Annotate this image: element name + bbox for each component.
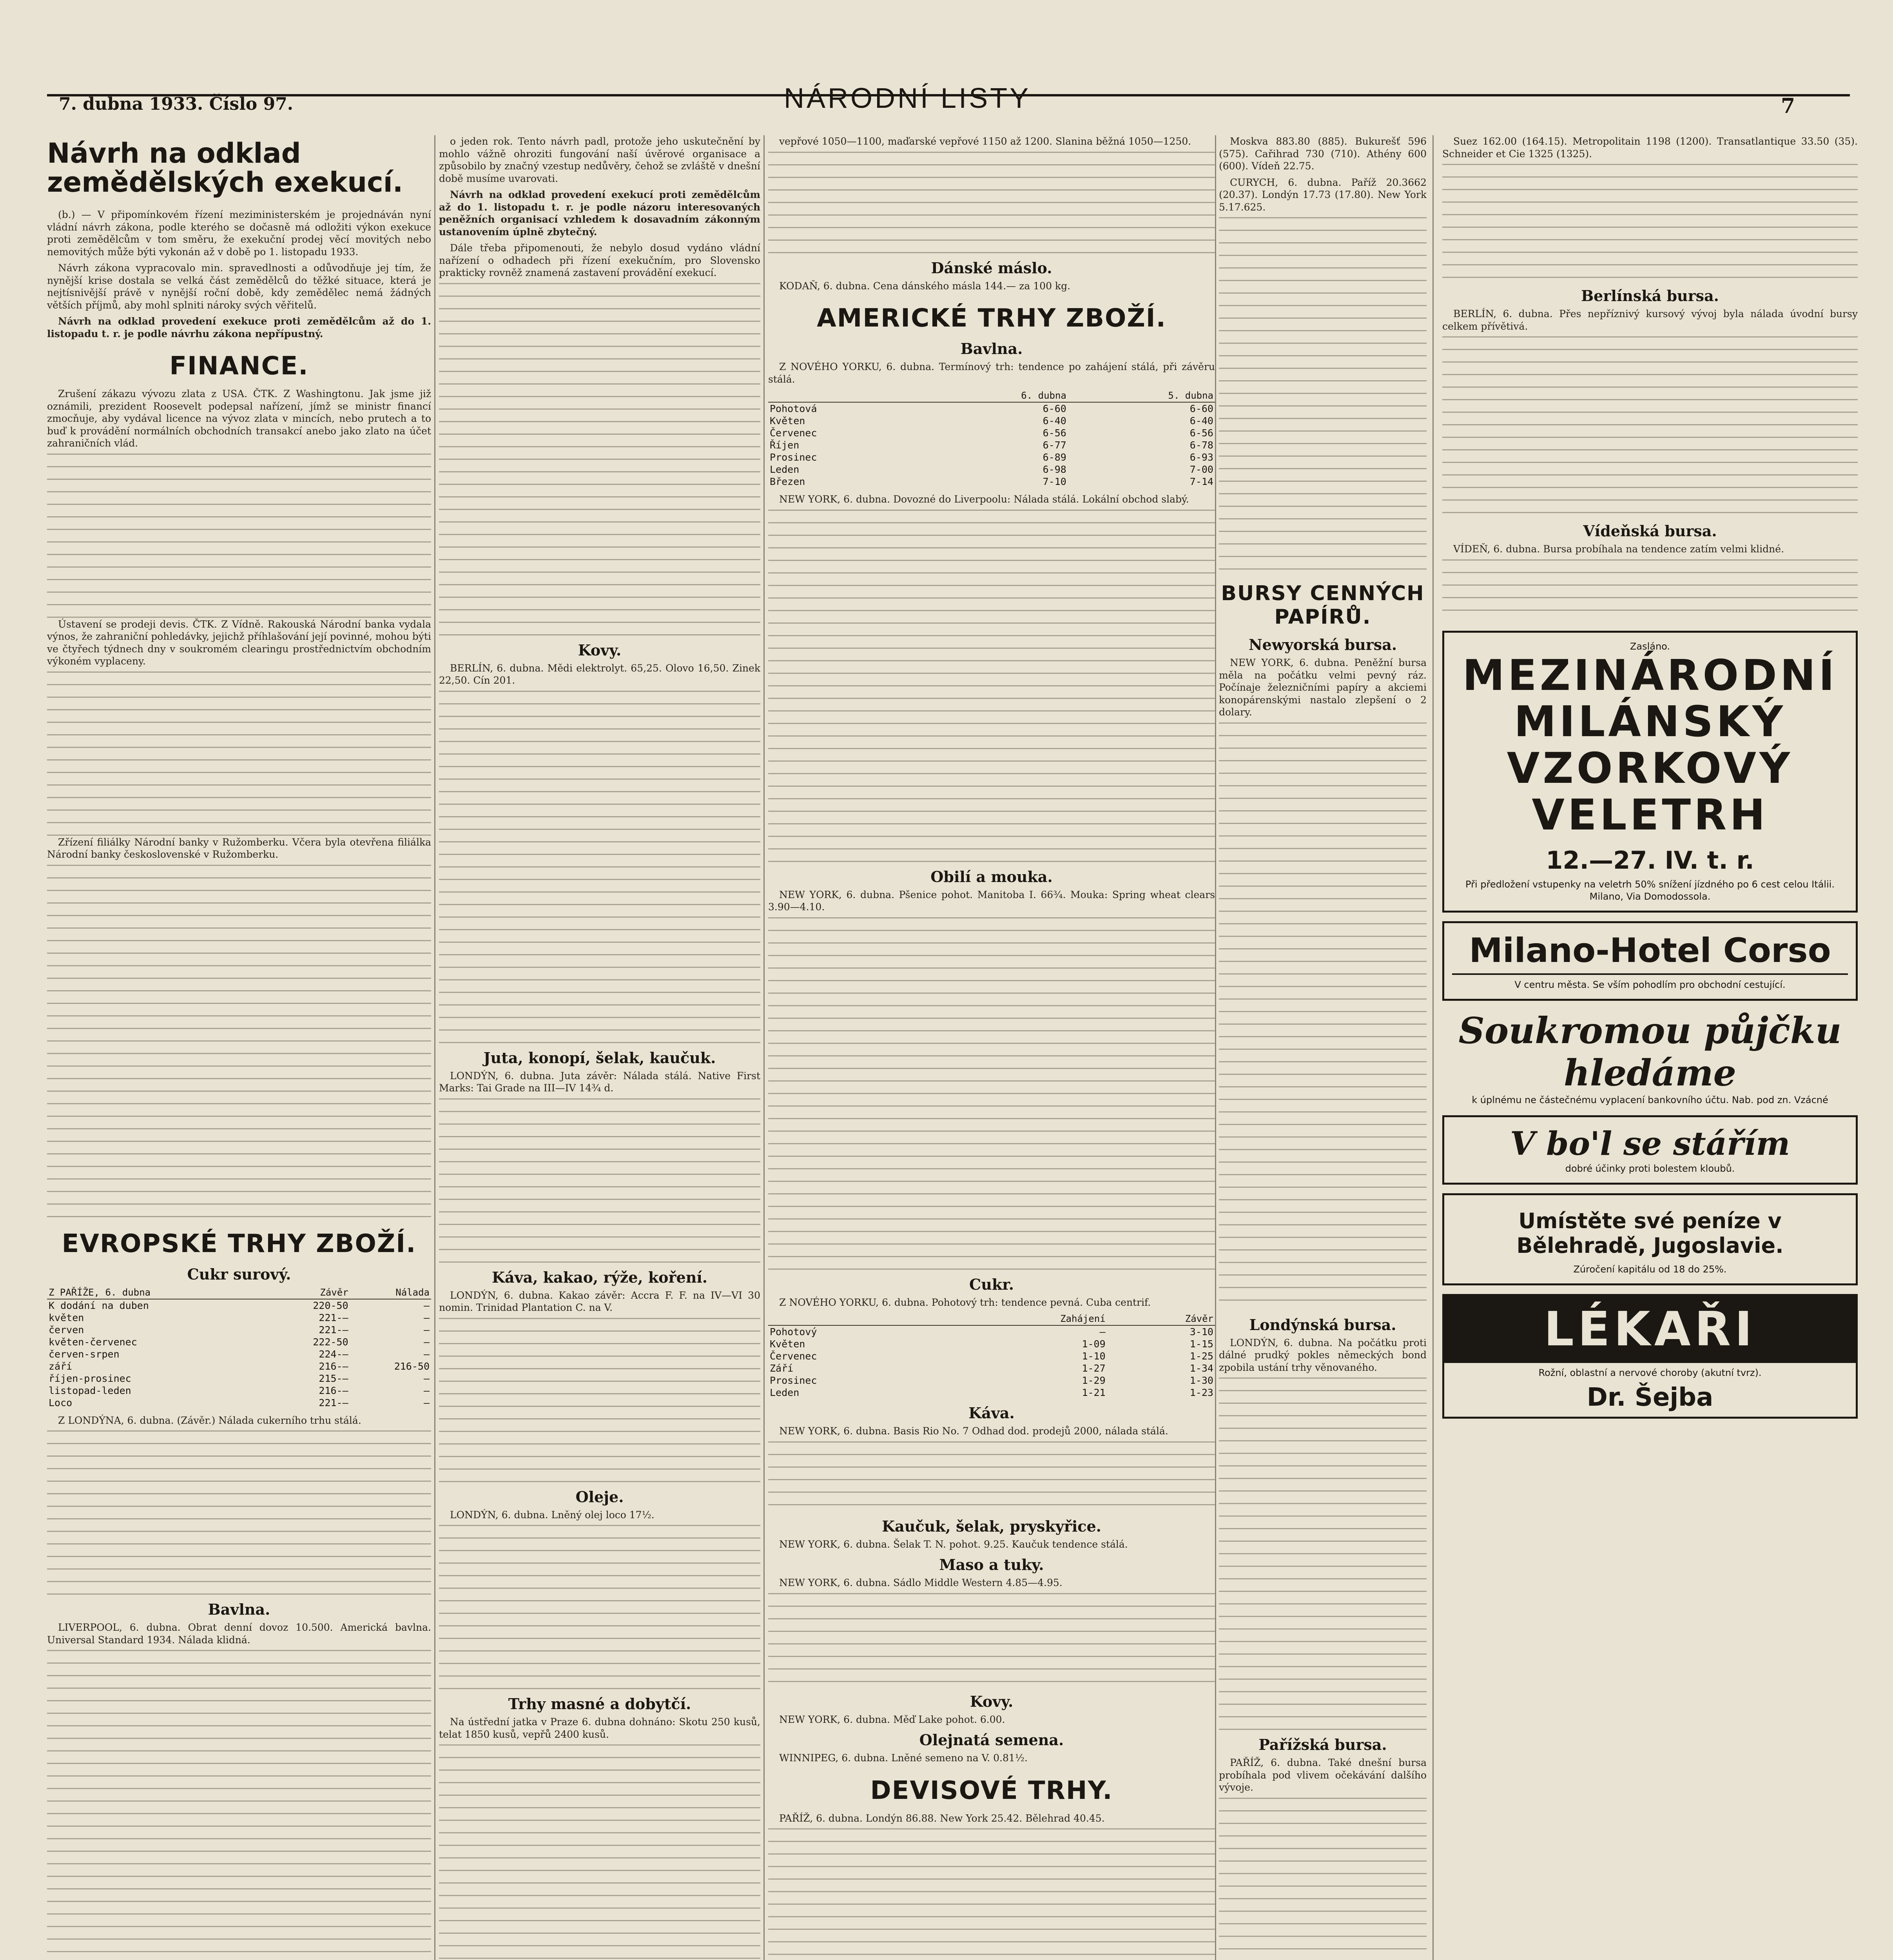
table-cell: 1-29 bbox=[1082, 1375, 1106, 1386]
table-cell: 1-09 bbox=[1082, 1338, 1106, 1350]
paragraph: LONDÝN, 6. dubna. Na počátku proti dálné prudký pokles německých bond zpobila ustání trhy věnovaného. bbox=[1219, 1337, 1427, 1373]
body-text-block bbox=[768, 152, 1215, 254]
table-row bbox=[768, 451, 1215, 463]
paragraph: WINNIPEG, 6. dubna. Lněné semeno na V. 0.81½. bbox=[779, 1752, 1028, 1764]
table-cell: 1-15 bbox=[1189, 1338, 1213, 1350]
table-cell: 6-40 bbox=[1189, 415, 1213, 426]
paragraph: Z NOVÉHO YORKU, 6. dubna. Termínový trh: tendence po zahájení stálá, při závěru stálá. bbox=[768, 361, 1215, 385]
sub-title: Káva. bbox=[968, 1404, 1015, 1422]
body-text-block bbox=[47, 1650, 431, 1960]
ad-belgrade bbox=[1442, 1193, 1858, 1285]
table-cell: 7-14 bbox=[1189, 476, 1213, 487]
table-cell: květen-červenec bbox=[49, 1336, 137, 1348]
ad-headline-line: VZORKOVÝ bbox=[1507, 744, 1793, 793]
ad-headline-line: MEZINÁRODNÍ bbox=[1462, 651, 1838, 700]
table-header: Z PAŘÍŽE, 6. dubna bbox=[47, 1286, 268, 1299]
paragraph: Z NOVÉHO YORKU, 6. dubna. Pohotový trh: tendence pevná. Cuba centrif. bbox=[779, 1296, 1151, 1308]
table-row bbox=[47, 1336, 431, 1348]
table-cell: 221-— bbox=[319, 1312, 348, 1323]
table-cell: Září bbox=[770, 1363, 794, 1374]
table-header: 6. dubna bbox=[921, 389, 1068, 402]
sub-title: Kovy. bbox=[970, 1692, 1014, 1710]
table-header: Závěr bbox=[1107, 1312, 1215, 1325]
page-number: 7 bbox=[1781, 94, 1795, 118]
sub-title: Kaučuk, šelak, pryskyřice. bbox=[882, 1517, 1101, 1535]
body-text-block bbox=[1219, 1798, 1427, 1960]
table-cell: 222-50 bbox=[313, 1336, 348, 1348]
body-text-block bbox=[1442, 559, 1858, 622]
table-cell: K dodání na duben bbox=[49, 1299, 149, 1311]
sub-title: Trhy masné a dobytčí. bbox=[508, 1695, 691, 1713]
table-cell: 216-50 bbox=[394, 1360, 430, 1372]
column-rule bbox=[1432, 135, 1434, 1960]
sub-title: Newyorská bursa. bbox=[1248, 636, 1397, 653]
sub-title: Oleje. bbox=[575, 1488, 624, 1506]
sub-title: Dánské máslo. bbox=[931, 259, 1052, 277]
paragraph: LONDÝN, 6. dubna. Lněný olej loco 17½. bbox=[450, 1509, 655, 1521]
table-cell: — bbox=[423, 1385, 430, 1396]
table-cell: 1-27 bbox=[1082, 1363, 1106, 1374]
table-row bbox=[768, 1387, 1215, 1399]
ad-doctor-name: Dr. Šejba bbox=[1587, 1383, 1713, 1412]
ad-date: 12.—27. IV. t. r. bbox=[1546, 846, 1754, 875]
table-header: Zahájení bbox=[941, 1312, 1107, 1325]
paragraph: Návrh na odklad provedení exekuce proti zemědělcům až do 1. listopadu t. r. je podle návrhu zákona nepřípustný. bbox=[47, 316, 431, 339]
table-cell: 6-60 bbox=[1043, 403, 1066, 414]
table-cell: 1-34 bbox=[1189, 1363, 1213, 1374]
column-4 bbox=[1219, 135, 1427, 1960]
section-title-american: AMERICKÉ TRHY ZBOŽÍ. bbox=[817, 304, 1166, 333]
paragraph: KODAŇ, 6. dubna. Cena dánského másla 144.— za 100 kg. bbox=[779, 280, 1071, 292]
section-title-bonds: BURSY CENNÝCH PAPÍRŮ. bbox=[1221, 582, 1425, 629]
table-cell: 221-— bbox=[319, 1397, 348, 1408]
paragraph: Dále třeba připomenouti, že nebylo dosud vydáno vládní nařízení o odhadech při řízení exekučním, pro Slovensko prakticky rovněž znamená zastavení provádění exekucí. bbox=[439, 242, 760, 278]
body-text-block bbox=[768, 1441, 1215, 1512]
table-cell: — bbox=[423, 1299, 430, 1311]
masthead bbox=[47, 35, 1850, 118]
ad-note: Při předložení vstupenky na veletrh 50% snížení jízdného po 6 cest celou Itálii. Milano, Via Domodossola. bbox=[1465, 878, 1835, 902]
sub-title: Juta, konopí, šelak, kaučuk. bbox=[483, 1049, 716, 1067]
body-text-block bbox=[1219, 1377, 1427, 1730]
paragraph: Moskva 883.80 (885). Bukurešť 596 (575). Cařihrad 730 (710). Athény 600 (600). Vídeň 22.75. bbox=[1219, 136, 1427, 172]
table-header: Nálada bbox=[350, 1286, 431, 1299]
article-title: Návrh na odklad zemědělských exekucí. bbox=[47, 137, 403, 198]
table-cell: — bbox=[423, 1397, 430, 1408]
table-cell: Loco bbox=[49, 1397, 73, 1408]
sub-title: Bavlna. bbox=[208, 1601, 270, 1618]
ad-headline: LÉKAŘI bbox=[1444, 1296, 1856, 1363]
body-text-block bbox=[439, 1744, 760, 1960]
table-row bbox=[768, 439, 1215, 451]
body-text-block bbox=[768, 917, 1215, 1270]
table-row bbox=[47, 1312, 431, 1324]
table-cell: 7-10 bbox=[1043, 476, 1066, 487]
table-cell: Březen bbox=[770, 476, 805, 487]
body-text-block bbox=[439, 1525, 760, 1690]
table-cell: září bbox=[49, 1360, 73, 1372]
paragraph: BERLÍN, 6. dubna. Přes nepříznivý kursový vývoj byla nálada úvodní bursy celkem přívětivá. bbox=[1442, 308, 1858, 332]
sugar-table bbox=[47, 1286, 431, 1409]
column-1 bbox=[47, 135, 431, 1960]
body-text-block bbox=[1219, 722, 1427, 1310]
table-cell: — bbox=[423, 1312, 430, 1323]
table-cell: — bbox=[423, 1348, 430, 1360]
ad-note: V centru města. Se vším pohodlím pro obchodní cestující. bbox=[1514, 979, 1786, 991]
ad-headline-line: MILÁNSKÝ bbox=[1514, 697, 1786, 747]
sub-title: Cukr surový. bbox=[187, 1265, 291, 1283]
table-cell: 6-98 bbox=[1043, 464, 1066, 475]
body-text-block bbox=[768, 1828, 1215, 1960]
table-cell: Červenec bbox=[770, 1350, 817, 1362]
paragraph: BERLÍN, 6. dubna. Mědi elektrolyt. 65,25. Olovo 16,50. Zinek 22,50. Cín 201. bbox=[439, 662, 760, 686]
table-cell: 216-— bbox=[319, 1360, 348, 1372]
table-row bbox=[768, 1374, 1215, 1387]
ad-hotel-corso bbox=[1442, 921, 1858, 1001]
table-cell: Pohotová bbox=[770, 403, 817, 414]
ad-note: Rožní, oblastní a nervové choroby (akutní tvrz). bbox=[1538, 1367, 1762, 1378]
column-rule bbox=[434, 135, 435, 1960]
table-cell: 1-25 bbox=[1189, 1350, 1213, 1362]
ad-doctors bbox=[1442, 1294, 1858, 1419]
paragraph: Z LONDÝNA, 6. dubna. (Závěr.) Nálada cukerního trhu stálá. bbox=[58, 1414, 361, 1426]
paragraph: LIVERPOOL, 6. dubna. Obrat denní dovoz 10.500. Americká bavlna. Universal Standard 1934. Nálada klidná. bbox=[47, 1622, 431, 1646]
paragraph: CURYCH, 6. dubna. Paříž 20.3662 (20.37). Londýn 17.73 (17.80). New York 5.17.625. bbox=[1219, 176, 1427, 213]
body-text-block bbox=[439, 283, 760, 636]
cotton-table bbox=[768, 389, 1215, 488]
table-cell: Červenec bbox=[770, 427, 817, 439]
ad-headline: Soukromou půjčku hledáme bbox=[1458, 1009, 1842, 1094]
column-rule bbox=[763, 135, 765, 1960]
table-cell: 6-78 bbox=[1189, 439, 1213, 451]
paragraph: Zrušení zákazu vývozu zlata z USA. ČTK. Z Washingtonu. Jak jsme již oznámili, prezident Roosevelt podepsal nařízení, jímž se ministr financí zmocňuje, aby vydával licence na vývoz zlata v mincích, nebo prutech a to buď k provádění normálních obchodních transakcí anebo jako zlato na účet zahraničních vlád. bbox=[47, 388, 431, 449]
paragraph: NEW YORK, 6. dubna. Basis Rio No. 7 Odhad dod. prodejů 2000, nálada stálá. bbox=[779, 1425, 1168, 1437]
table-cell: 6-40 bbox=[1043, 415, 1066, 426]
sugar-futures-table bbox=[768, 1312, 1215, 1399]
column-5 bbox=[1442, 135, 1858, 1960]
table-row bbox=[47, 1299, 431, 1312]
paragraph: o jeden rok. Tento návrh padl, protože jeho uskutečnění by mohlo vážně ohroziti fungování naší úvěrové organisace a způsobilo by značný vzestup nedůvěry, čehož se zvláště v dnešní době musíme uvarovati. bbox=[439, 136, 760, 184]
sub-title: Olejnatá semena. bbox=[919, 1731, 1064, 1749]
table-cell: 6-77 bbox=[1043, 439, 1066, 451]
table-row bbox=[768, 427, 1215, 439]
table-row bbox=[47, 1360, 431, 1372]
ad-note: dobré účinky proti bolestem kloubů. bbox=[1565, 1163, 1735, 1174]
table-cell: 1-21 bbox=[1082, 1387, 1106, 1398]
paragraph: NEW YORK, 6. dubna. Měď Lake pohot. 6.00. bbox=[779, 1713, 1005, 1725]
paragraph: NEW YORK, 6. dubna. Šelak T. N. pohot. 9.25. Kaučuk tendence stálá. bbox=[779, 1538, 1128, 1550]
newspaper-title: NÁRODNÍ LISTY bbox=[784, 83, 1031, 114]
paragraph: Zřízení filiálky Národní banky v Ružomberku. Včera byla otevřena filiálka Národní banky československé v Ružomberku. bbox=[47, 836, 431, 860]
table-cell: 215-— bbox=[319, 1372, 348, 1384]
body-text-block bbox=[47, 865, 431, 1218]
table-row bbox=[768, 402, 1215, 415]
ad-headline-line: VELETRH bbox=[1532, 791, 1768, 840]
body-text-block bbox=[47, 1430, 431, 1595]
table-row bbox=[768, 463, 1215, 475]
table-cell: Leden bbox=[770, 464, 800, 475]
table-row bbox=[47, 1324, 431, 1336]
sub-title: Pařížská bursa. bbox=[1258, 1736, 1387, 1753]
sub-title: Káva, kakao, rýže, koření. bbox=[492, 1268, 707, 1286]
table-cell: 7-00 bbox=[1189, 464, 1213, 475]
table-cell: 6-93 bbox=[1189, 452, 1213, 463]
issue-date: 7. dubna 1933. Číslo 97. bbox=[59, 94, 294, 114]
table-cell: červen-srpen bbox=[49, 1348, 120, 1360]
table-row bbox=[47, 1385, 431, 1397]
paragraph: NEW YORK, 6. dubna. Peněžní bursa měla na počátku velmi pevný ráz. Počínaje železničními papíry a akciemi konopárenskými nastalo zlepšení o 2 dolary. bbox=[1219, 657, 1427, 718]
table-row bbox=[768, 415, 1215, 427]
table-header: Závěr bbox=[268, 1286, 350, 1299]
table-cell: červen bbox=[49, 1324, 84, 1336]
body-text-block bbox=[1442, 164, 1858, 281]
paragraph: PAŘÍŽ, 6. dubna. Londýn 86.88. New York 25.42. Bělehrad 40.45. bbox=[779, 1812, 1105, 1824]
table-cell: 6-89 bbox=[1043, 452, 1066, 463]
table-cell: listopad-leden bbox=[49, 1385, 131, 1396]
table-cell: 6-56 bbox=[1189, 427, 1213, 439]
table-header: 5. dubna bbox=[1068, 389, 1215, 402]
sub-title: Cukr. bbox=[969, 1275, 1014, 1293]
table-cell: 216-— bbox=[319, 1385, 348, 1396]
sub-title: Maso a tuky. bbox=[939, 1556, 1044, 1573]
ad-note: k úplnému ne částečnému vyplacení bankovního účtu. Nab. pod zn. Vzácné bbox=[1472, 1094, 1828, 1106]
sub-title: Londýnská bursa. bbox=[1249, 1316, 1396, 1334]
table-cell: Leden bbox=[770, 1387, 800, 1398]
ad-note: Zúročení kapitálu od 18 do 25%. bbox=[1573, 1263, 1727, 1275]
table-cell: — bbox=[423, 1372, 430, 1384]
section-title-europe: EVROPSKÉ TRHY ZBOŽÍ. bbox=[62, 1229, 417, 1258]
paragraph: Na ústřední jatka v Praze 6. dubna dohnáno: Skotu 250 kusů, telat 1850 kusů, vepřů 2400 kusů. bbox=[439, 1716, 760, 1740]
table-header bbox=[768, 1312, 941, 1325]
table-cell: 3-10 bbox=[1189, 1326, 1213, 1338]
table-row bbox=[47, 1348, 431, 1360]
table-cell: — bbox=[423, 1324, 430, 1336]
table-row bbox=[768, 1362, 1215, 1374]
ad-headline: Milano-Hotel Corso bbox=[1452, 931, 1848, 975]
table-cell: 1-23 bbox=[1189, 1387, 1213, 1398]
paragraph: VÍDEŇ, 6. dubna. Bursa probíhala na tendence zatím velmi klidné. bbox=[1453, 543, 1784, 555]
paragraph: (b.) — V připomínkovém řízení meziministerském je projednáván nyní vládní návrh zákona, podle kterého se dočasně má odložiti výkon exekuce proti zemědělcům v tom směru, že exekuční prodej věcí movitých nebo nemovitých může býti vykonán až v době po 1. listopadu 1933. bbox=[47, 209, 431, 258]
table-cell: Prosinec bbox=[770, 1375, 817, 1386]
body-text-block bbox=[47, 671, 431, 836]
table-row bbox=[768, 475, 1215, 488]
table-cell: 220-50 bbox=[313, 1299, 348, 1311]
paragraph: NEW YORK, 6. dubna. Sádlo Middle Western 4.85—4.95. bbox=[779, 1577, 1063, 1588]
sub-title: Berlínská bursa. bbox=[1581, 287, 1719, 305]
ad-old-age bbox=[1442, 1115, 1858, 1185]
ad-milan-fair bbox=[1442, 631, 1858, 913]
body-text-block bbox=[439, 1098, 760, 1263]
table-cell: 1-30 bbox=[1189, 1375, 1213, 1386]
table-cell: 1-10 bbox=[1082, 1350, 1106, 1362]
table-cell: 6-60 bbox=[1189, 403, 1213, 414]
table-cell: Prosinec bbox=[770, 452, 817, 463]
body-text-block bbox=[1219, 217, 1427, 570]
section-title-fx: DEVISOVÉ TRHY. bbox=[870, 1776, 1113, 1805]
body-text-block bbox=[439, 691, 760, 1044]
ad-loan bbox=[1442, 1009, 1858, 1106]
paragraph: PAŘÍŽ, 6. dubna. Také dnešní bursa probíhala pod vlivem očekávání dalšího vývoje. bbox=[1219, 1757, 1427, 1793]
body-text-block bbox=[768, 1593, 1215, 1687]
table-row bbox=[768, 1338, 1215, 1350]
paragraph: NEW YORK, 6. dubna. Pšenice pohot. Manitoba I. 66¾. Mouka: Spring wheat clears 3.90—4.10. bbox=[768, 889, 1215, 913]
paragraph: LONDÝN, 6. dubna. Juta závěr: Nálada stálá. Native First Marks: Tai Grade na III—IV 14¾ d. bbox=[439, 1070, 760, 1094]
table-row bbox=[768, 1350, 1215, 1362]
table-cell: Květen bbox=[770, 1338, 805, 1350]
table-cell: 6-56 bbox=[1043, 427, 1066, 439]
paragraph: Suez 162.00 (164.15). Metropolitain 1198 (1200). Transatlantique 33.50 (35). Schneider et Cie 1325 (1325). bbox=[1442, 136, 1858, 160]
paragraph: LONDÝN, 6. dubna. Kakao závěr: Accra F. F. na IV—VI 30 nomin. Trinidad Plantation C. na V. bbox=[439, 1289, 760, 1313]
table-header bbox=[768, 389, 921, 402]
table-cell: květen bbox=[49, 1312, 84, 1323]
table-cell: Květen bbox=[770, 415, 805, 426]
column-3 bbox=[768, 135, 1215, 1960]
section-title-finance: FINANCE. bbox=[169, 352, 309, 381]
ad-headline: V bo'l se stářím bbox=[1510, 1125, 1790, 1163]
table-cell: 221-— bbox=[319, 1324, 348, 1336]
table-row bbox=[47, 1397, 431, 1409]
paragraph: Ústavení se prodeji devis. ČTK. Z Vídně. Rakouská Národní banka vydala výnos, že zahraniční pohledávky, jejichž příhlašování její povinné, mohou býti ve čtyřech týdnech dny v soukromém clearingu prostřednictvím obchodním výkoném vyplaceny. bbox=[47, 618, 431, 667]
table-cell: říjen-prosinec bbox=[49, 1372, 131, 1384]
paragraph: vepřové 1050—1100, maďarské vepřové 1150 až 1200. Slanina běžná 1050—1250. bbox=[779, 136, 1191, 147]
body-text-block bbox=[439, 1318, 760, 1483]
table-row bbox=[47, 1372, 431, 1385]
table-cell: 224-— bbox=[319, 1348, 348, 1360]
table-cell: Pohotový bbox=[770, 1326, 817, 1338]
paragraph: Návrh zákona vypracovalo min. spravedlnosti a odůvodňuje jej tím, že nynější krise dostala se velká část zemědělců do těžké situace, která je nejtísnivější právě v nynější roční době, kdy zemědělec nemá žádných větších příjmů, aby mohl splniti nároky svých věřitelů. bbox=[47, 262, 431, 311]
paragraph: NEW YORK, 6. dubna. Dovozné do Liverpoolu: Nálada stálá. Lokální obchod slabý. bbox=[779, 494, 1189, 505]
ad-headline: Umístěte své peníze v Bělehradě, Jugoslavie. bbox=[1516, 1208, 1784, 1258]
sub-title: Obilí a mouka. bbox=[930, 867, 1053, 886]
body-text-block bbox=[768, 510, 1215, 862]
column-2 bbox=[439, 135, 760, 1960]
ad-tag: Zasláno. bbox=[1630, 641, 1670, 652]
column-rule bbox=[1215, 135, 1216, 1960]
table-row bbox=[768, 1325, 1215, 1338]
sub-title: Bavlna. bbox=[960, 340, 1023, 358]
table-cell: Říjen bbox=[770, 439, 800, 451]
body-text-block bbox=[1442, 336, 1858, 517]
paragraph: Návrh na odklad provedení exekucí proti zemědělcům až do 1. listopadu t. r. je podle názoru interesovaných peněžních organisací vzhledem k dosavadním zákonným ustanovením úplně zbytečný. bbox=[439, 189, 760, 238]
sub-title: Vídeňská bursa. bbox=[1583, 522, 1717, 540]
sub-title: Kovy. bbox=[578, 641, 622, 659]
body-text-block bbox=[47, 454, 431, 618]
table-cell: — bbox=[423, 1336, 430, 1348]
table-cell: — bbox=[1099, 1326, 1106, 1338]
